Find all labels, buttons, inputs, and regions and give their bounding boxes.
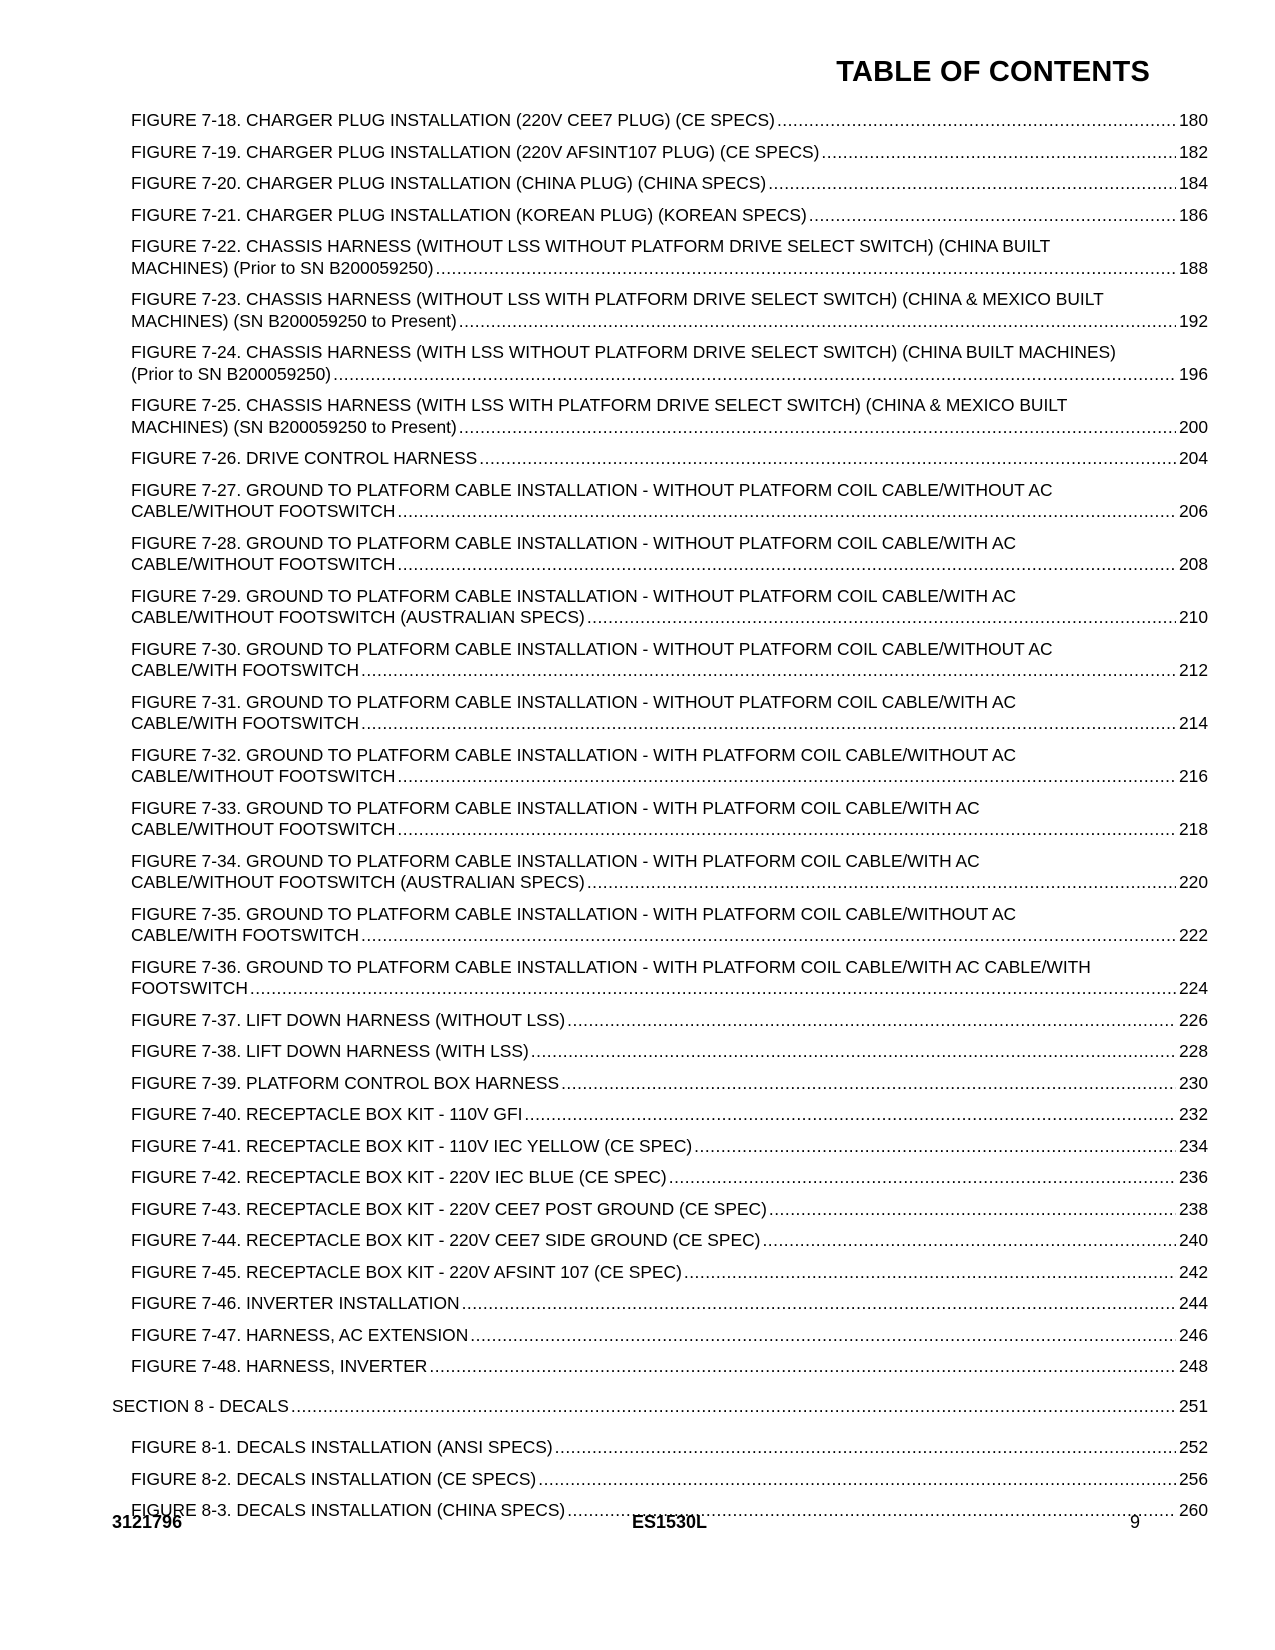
toc-entry-last-line — [131, 448, 1208, 470]
toc-entry[interactable] — [112, 1010, 1208, 1032]
footer-model: ES1530L — [632, 1512, 708, 1532]
toc-entry-page-number: 188 — [1178, 257, 1208, 278]
toc-entry-page-number: 230 — [1178, 1072, 1208, 1093]
toc-entry-last-line — [131, 1199, 1208, 1221]
toc-entry-title-line: CABLE/WITHOUT FOOTSWITCH — [131, 766, 396, 786]
toc-entry-last-line — [131, 713, 1208, 735]
toc-entry-page-number: 224 — [1178, 978, 1208, 998]
toc-entry[interactable] — [112, 745, 1208, 788]
dot-leader — [769, 1199, 1176, 1221]
dot-leader — [361, 925, 1176, 947]
dot-leader — [429, 1356, 1176, 1378]
dot-leader — [762, 1230, 1176, 1252]
dot-leader — [777, 110, 1176, 132]
toc-entry-page-number: 180 — [1178, 110, 1208, 130]
toc-entry-title-line: FIGURE 7-19. CHARGER PLUG INSTALLATION (220V AFSINT107 PLUG) (CE SPECS) — [131, 141, 820, 162]
footer-doc-number: 3121796 — [112, 1512, 183, 1532]
toc-entry[interactable] — [112, 342, 1208, 385]
toc-entry[interactable] — [112, 639, 1208, 682]
toc-entry-title-line: FIGURE 7-31. GROUND TO PLATFORM CABLE INSTALLATION - WITHOUT PLATFORM COIL CABLE/WITH AC — [131, 691, 1017, 712]
toc-entry-title-line: FIGURE 7-18. CHARGER PLUG INSTALLATION (220V CEE7 PLUG) (CE SPECS) — [131, 110, 775, 130]
toc-entry[interactable] — [112, 205, 1208, 227]
toc-entry[interactable] — [112, 142, 1208, 164]
toc-entry-last-line — [131, 1325, 1208, 1347]
dot-leader — [531, 1041, 1176, 1063]
toc-entry-last-line — [112, 1396, 1208, 1418]
toc-entry[interactable] — [112, 110, 1208, 132]
toc-entry-title-line: FIGURE 7-42. RECEPTACLE BOX KIT - 220V IEC BLUE (CE SPEC) — [131, 1167, 667, 1187]
toc-entry-last-line — [131, 501, 1208, 523]
toc-entry-last-line — [131, 1469, 1208, 1491]
toc-entry-title-line: FIGURE 8-1. DECALS INSTALLATION (ANSI SPECS) — [131, 1437, 553, 1457]
toc-entry-last-line — [131, 1073, 1208, 1095]
toc-entry[interactable] — [112, 1041, 1208, 1063]
toc-entry-page-number: 192 — [1178, 310, 1208, 331]
toc-entry-title-line: FIGURE 7-28. GROUND TO PLATFORM CABLE INSTALLATION - WITHOUT PLATFORM COIL CABLE/WITH AC — [131, 532, 1017, 553]
toc-entry-title-line: FIGURE 7-23. CHASSIS HARNESS (WITHOUT LSS WITH PLATFORM DRIVE SELECT SWITCH) (CHINA & MEXICO BUILT — [131, 289, 1104, 309]
toc-entry-title-line: FIGURE 7-39. PLATFORM CONTROL BOX HARNESS — [131, 1072, 560, 1093]
toc-entry-title-line: FIGURE 7-20. CHARGER PLUG INSTALLATION (CHINA PLUG) (CHINA SPECS) — [131, 173, 767, 193]
toc-entry-last-line — [131, 1104, 1208, 1126]
toc-entry-title-line: FIGURE 7-47. HARNESS, AC EXTENSION — [131, 1324, 469, 1345]
toc-entry-last-line — [131, 1041, 1208, 1063]
dot-leader — [397, 501, 1176, 523]
dot-leader — [561, 1073, 1176, 1095]
dot-leader — [436, 258, 1176, 280]
toc-entry-last-line — [131, 766, 1208, 788]
toc-entry-title-line: FIGURE 7-22. CHASSIS HARNESS (WITHOUT LSS WITHOUT PLATFORM DRIVE SELECT SWITCH) (CHINA BUILT — [131, 236, 1051, 256]
toc-entry-title-line: FIGURE 7-33. GROUND TO PLATFORM CABLE INSTALLATION - WITH PLATFORM COIL CABLE/WITH AC — [131, 797, 980, 818]
toc-entry-title-line: MACHINES) (Prior to SN B200059250) — [131, 257, 434, 278]
toc-entry-last-line — [131, 607, 1208, 629]
toc-entry-page-number: 228 — [1178, 1041, 1208, 1061]
toc-entry-title-line: CABLE/WITH FOOTSWITCH — [131, 925, 360, 945]
toc-entry-page-number: 251 — [1178, 1395, 1208, 1416]
toc-entry-last-line — [131, 660, 1208, 682]
toc-entry-title-line: MACHINES) (SN B200059250 to Present) — [131, 310, 457, 331]
toc-entry-last-line — [131, 1167, 1208, 1189]
toc-entry[interactable] — [112, 1073, 1208, 1095]
dot-leader — [459, 417, 1176, 439]
toc-entry[interactable] — [112, 1230, 1208, 1252]
toc-entry-page-number: 212 — [1178, 660, 1208, 680]
toc-entry-title-line: CABLE/WITH FOOTSWITCH — [131, 713, 360, 733]
dot-leader — [684, 1262, 1176, 1284]
toc-entry-page-number: 214 — [1178, 713, 1208, 733]
toc-entry-title-line: FIGURE 7-45. RECEPTACLE BOX KIT - 220V AFSINT 107 (CE SPEC) — [131, 1261, 682, 1282]
toc-entry-page-number: 260 — [1178, 1500, 1208, 1520]
toc-entry-title-line: FIGURE 7-44. RECEPTACLE BOX KIT - 220V CEE7 SIDE GROUND (CE SPEC) — [131, 1230, 761, 1250]
toc-entry-page-number: 234 — [1178, 1135, 1208, 1156]
dot-leader — [587, 607, 1176, 629]
dot-leader — [587, 872, 1176, 894]
toc-entry-title-line: FIGURE 7-48. HARNESS, INVERTER — [131, 1356, 428, 1376]
toc-entry-title-line: FIGURE 7-21. CHARGER PLUG INSTALLATION (KOREAN PLUG) (KOREAN SPECS) — [131, 204, 807, 225]
toc-entry-page-number: 238 — [1178, 1198, 1208, 1219]
toc-entry-page-number: 240 — [1178, 1230, 1208, 1250]
toc-entry[interactable] — [112, 236, 1208, 279]
toc-entry-title-line: SECTION 8 - DECALS — [112, 1395, 289, 1416]
toc-entry[interactable] — [112, 173, 1208, 195]
toc-entry[interactable] — [112, 851, 1208, 894]
dot-leader — [694, 1136, 1176, 1158]
toc-entry-last-line — [131, 925, 1208, 947]
toc-entry[interactable] — [112, 1325, 1208, 1347]
toc-entry-title-line: FIGURE 7-40. RECEPTACLE BOX KIT - 110V GFI — [131, 1104, 523, 1124]
toc-entry-title-line: FIGURE 7-41. RECEPTACLE BOX KIT - 110V IEC YELLOW (CE SPEC) — [131, 1135, 693, 1156]
toc-entry-title-line: FIGURE 7-34. GROUND TO PLATFORM CABLE INSTALLATION - WITH PLATFORM COIL CABLE/WITH AC — [131, 850, 980, 871]
toc-entry[interactable] — [112, 395, 1208, 438]
dot-leader — [397, 766, 1176, 788]
dot-leader — [291, 1396, 1176, 1418]
toc-entry-last-line — [131, 1262, 1208, 1284]
toc-entry[interactable] — [112, 1136, 1208, 1158]
footer-page-number: 9 — [1129, 1512, 1140, 1532]
dot-leader — [462, 1293, 1176, 1315]
dot-leader — [524, 1104, 1176, 1126]
toc-entry-page-number: 232 — [1178, 1104, 1208, 1124]
dot-leader — [555, 1437, 1176, 1459]
dot-leader — [669, 1167, 1176, 1189]
toc-entry-last-line — [131, 1293, 1208, 1315]
toc-section-entry[interactable] — [112, 1396, 1208, 1418]
toc-entry-last-line — [131, 142, 1208, 164]
toc-entry-last-line — [131, 1230, 1208, 1252]
toc-entry-title-line: (Prior to SN B200059250) — [131, 363, 332, 384]
toc-entry[interactable] — [112, 533, 1208, 576]
toc-entry-last-line — [131, 1356, 1208, 1378]
dot-leader — [470, 1325, 1176, 1347]
toc-entry-title-line: FIGURE 8-3. DECALS INSTALLATION (CHINA SPECS) — [131, 1500, 566, 1520]
toc-entry-last-line — [131, 205, 1208, 227]
toc-entry-last-line — [131, 110, 1208, 132]
toc-entry-title-line: FIGURE 7-36. GROUND TO PLATFORM CABLE INSTALLATION - WITH PLATFORM COIL CABLE/WITH AC CABLE/WITH — [131, 956, 1091, 977]
toc-entry-title-line: CABLE/WITH FOOTSWITCH — [131, 660, 360, 680]
toc-entry-page-number: 210 — [1178, 607, 1208, 627]
toc-entry[interactable] — [112, 1356, 1208, 1378]
toc-entry-page-number: 256 — [1178, 1468, 1208, 1489]
toc-entry[interactable] — [112, 448, 1208, 470]
toc-entry[interactable] — [112, 957, 1208, 1000]
toc-entry-page-number: 246 — [1178, 1324, 1208, 1345]
toc-entry-title-line: CABLE/WITHOUT FOOTSWITCH (AUSTRALIAN SPECS) — [131, 872, 585, 892]
toc-entry[interactable] — [112, 692, 1208, 735]
toc-entry-page-number: 208 — [1178, 554, 1208, 574]
toc-entry-last-line — [131, 258, 1208, 280]
toc-entry[interactable] — [112, 1293, 1208, 1315]
toc-entry-page-number: 206 — [1178, 501, 1208, 521]
toc-entry-page-number: 220 — [1178, 872, 1208, 892]
toc-entry-title-line: FIGURE 7-29. GROUND TO PLATFORM CABLE INSTALLATION - WITHOUT PLATFORM COIL CABLE/WITH AC — [131, 585, 1017, 606]
toc-entry[interactable] — [112, 798, 1208, 841]
toc-entry-title-line: FIGURE 7-27. GROUND TO PLATFORM CABLE INSTALLATION - WITHOUT PLATFORM COIL CABLE/WITHOUT AC — [131, 479, 1053, 500]
toc-entry-title-line: FIGURE 7-25. CHASSIS HARNESS (WITH LSS WITH PLATFORM DRIVE SELECT SWITCH) (CHINA & MEXICO BUILT — [131, 395, 1068, 415]
toc-entry-last-line — [131, 819, 1208, 841]
toc-entry-last-line — [131, 554, 1208, 576]
toc-entry-title-line: FIGURE 7-43. RECEPTACLE BOX KIT - 220V CEE7 POST GROUND (CE SPEC) — [131, 1198, 767, 1219]
toc-entry[interactable] — [112, 480, 1208, 523]
toc-entry-last-line — [131, 1437, 1208, 1459]
toc-entry-last-line — [131, 1136, 1208, 1158]
dot-leader — [821, 142, 1176, 164]
toc-entry-last-line — [131, 417, 1208, 439]
toc-entry[interactable] — [112, 1437, 1208, 1459]
dot-leader — [361, 660, 1176, 682]
toc-entry-last-line — [131, 173, 1208, 195]
toc-entry-title-line: FIGURE 7-35. GROUND TO PLATFORM CABLE INSTALLATION - WITH PLATFORM COIL CABLE/WITHOUT AC — [131, 903, 1017, 924]
page-title: TABLE OF CONTENTS — [836, 56, 1150, 88]
toc-entry-page-number: 242 — [1178, 1261, 1208, 1282]
dot-leader — [397, 554, 1176, 576]
toc-entry-title-line: FIGURE 7-30. GROUND TO PLATFORM CABLE INSTALLATION - WITHOUT PLATFORM COIL CABLE/WITHOUT AC — [131, 638, 1053, 659]
toc-entry[interactable] — [112, 1167, 1208, 1189]
toc-entry-title-line: CABLE/WITHOUT FOOTSWITCH — [131, 501, 396, 521]
toc-entry[interactable] — [112, 904, 1208, 947]
toc-entry-last-line — [131, 311, 1208, 333]
dot-leader — [250, 978, 1176, 1000]
toc-entry-title-line: MACHINES) (SN B200059250 to Present) — [131, 416, 457, 437]
toc-entry-title-line: FIGURE 8-2. DECALS INSTALLATION (CE SPECS) — [131, 1468, 537, 1489]
toc-entry-last-line — [131, 872, 1208, 894]
dot-leader — [809, 205, 1176, 227]
toc-entry-title-line: FIGURE 7-37. LIFT DOWN HARNESS (WITHOUT LSS) — [131, 1009, 566, 1030]
toc-entry-page-number: 196 — [1178, 363, 1208, 384]
toc-entry-page-number: 252 — [1178, 1437, 1208, 1457]
toc-entry[interactable] — [112, 289, 1208, 332]
dot-leader — [538, 1469, 1176, 1491]
toc-entry[interactable] — [112, 586, 1208, 629]
dot-leader — [567, 1010, 1176, 1032]
dot-leader — [333, 364, 1176, 386]
toc-entry-page-number: 216 — [1178, 766, 1208, 786]
toc-entry[interactable] — [112, 1262, 1208, 1284]
toc-entry-page-number: 204 — [1178, 448, 1208, 468]
toc-entry-page-number: 200 — [1178, 416, 1208, 437]
dot-leader — [397, 819, 1176, 841]
toc-entry-last-line — [131, 1010, 1208, 1032]
toc-entry-page-number: 222 — [1178, 925, 1208, 945]
toc-entry-last-line — [131, 364, 1208, 386]
toc-entry-title-line: FIGURE 7-24. CHASSIS HARNESS (WITH LSS WITHOUT PLATFORM DRIVE SELECT SWITCH) (CHINA BUILT MACHINES) — [131, 342, 1116, 362]
toc-entry-title-line: FOOTSWITCH — [131, 978, 248, 998]
toc-entry-page-number: 184 — [1178, 173, 1208, 193]
toc-entry[interactable] — [112, 1469, 1208, 1491]
toc-entry-page-number: 182 — [1178, 141, 1208, 162]
toc-entry[interactable] — [112, 1199, 1208, 1221]
toc-entry[interactable] — [112, 1104, 1208, 1126]
dot-leader — [361, 713, 1176, 735]
toc-entry-page-number: 248 — [1178, 1356, 1208, 1376]
toc-entry-title-line: FIGURE 7-38. LIFT DOWN HARNESS (WITH LSS) — [131, 1041, 529, 1061]
toc-entry-page-number: 226 — [1178, 1009, 1208, 1030]
toc-entry-page-number: 236 — [1178, 1167, 1208, 1187]
dot-leader — [479, 448, 1176, 470]
toc-entry-page-number: 186 — [1178, 204, 1208, 225]
toc-entry-page-number: 218 — [1178, 819, 1208, 839]
toc-entry-title-line: CABLE/WITHOUT FOOTSWITCH (AUSTRALIAN SPECS) — [131, 607, 585, 627]
toc-entry-title-line: FIGURE 7-26. DRIVE CONTROL HARNESS — [131, 448, 478, 468]
toc-list — [112, 110, 1208, 1532]
toc-entry-title-line: CABLE/WITHOUT FOOTSWITCH — [131, 819, 396, 839]
toc-entry-page-number: 244 — [1178, 1293, 1208, 1313]
toc-entry-last-line — [131, 978, 1208, 1000]
dot-leader — [768, 173, 1176, 195]
toc-entry-title-line: CABLE/WITHOUT FOOTSWITCH — [131, 554, 396, 574]
toc-entry-title-line: FIGURE 7-32. GROUND TO PLATFORM CABLE INSTALLATION - WITH PLATFORM COIL CABLE/WITHOUT AC — [131, 744, 1017, 765]
dot-leader — [459, 311, 1176, 333]
toc-entry-title-line: FIGURE 7-46. INVERTER INSTALLATION — [131, 1293, 460, 1313]
